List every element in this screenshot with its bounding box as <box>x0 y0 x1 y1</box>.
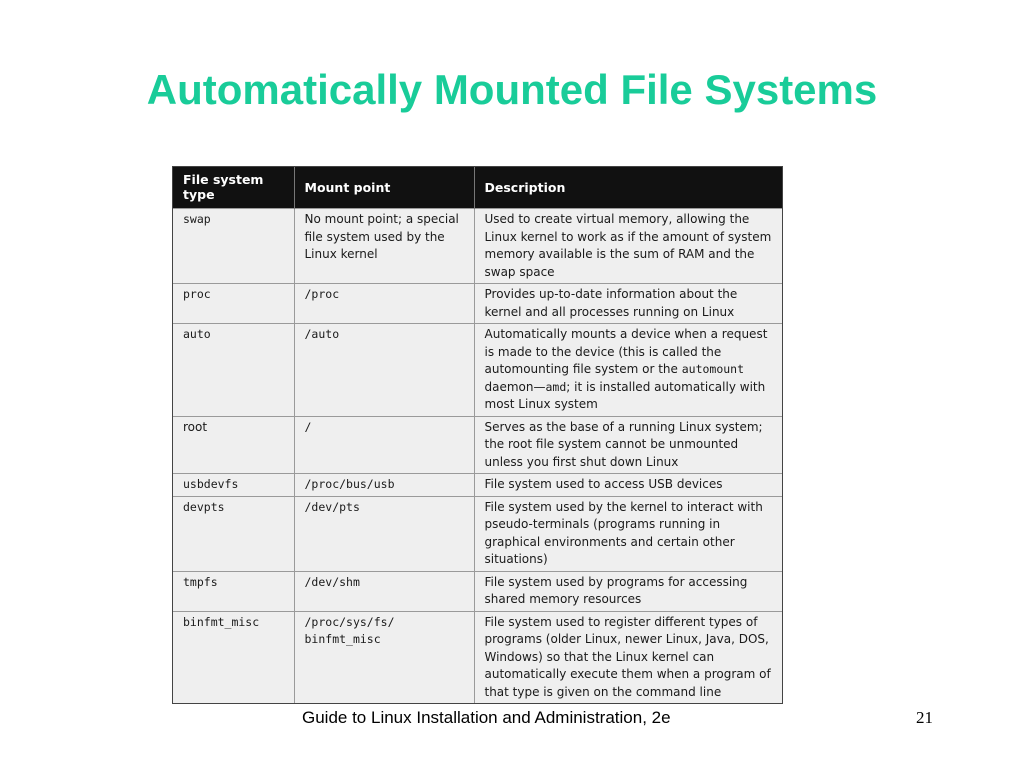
file-systems-table <box>172 166 783 704</box>
table-header-row <box>173 167 782 209</box>
desc-code: amd <box>545 379 567 394</box>
cell-mount: / <box>294 416 474 474</box>
table-row <box>173 496 782 571</box>
cell-type: devpts <box>173 496 294 571</box>
footer-text: Guide to Linux Installation and Administration, 2e <box>302 708 671 727</box>
desc-text: ; it is installed automatically with most Linux system <box>484 379 766 411</box>
cell-mount: /dev/shm <box>294 571 474 611</box>
cell-description: Provides up-to-date information about the kernel and all processes running on Linux <box>474 284 782 324</box>
cell-description: File system used to access USB devices <box>474 474 782 497</box>
cell-description: File system used by the kernel to interact with pseudo-terminals (programs running in graphical environments and certain other situations) <box>474 496 782 571</box>
cell-description: Serves as the base of a running Linux system; the root file system cannot be unmounted unless you first shut down Linux <box>474 416 782 474</box>
desc-text: daemon— <box>484 379 546 394</box>
cell-description: Used to create virtual memory, allowing the Linux kernel to work as if the amount of system memory available is the sum of RAM and the swap space <box>474 209 782 284</box>
cell-type: root <box>173 416 294 474</box>
slide-title: Automatically Mounted File Systems <box>146 66 878 113</box>
cell-mount: /dev/pts <box>294 496 474 571</box>
table-row <box>173 474 782 497</box>
table-row <box>173 416 782 474</box>
table-row <box>173 284 782 324</box>
header-file-system-type: File system type <box>173 167 294 209</box>
cell-description: File system used by programs for accessing shared memory resources <box>474 571 782 611</box>
page-number: 21 <box>916 708 933 727</box>
cell-description: File system used to register different types of programs (older Linux, newer Linux, Java, DOS, Windows) so that the Linux kernel can automatically execute them when a program of that type is given on the command line <box>474 611 782 703</box>
table-row <box>173 571 782 611</box>
header-mount-point: Mount point <box>294 167 474 209</box>
cell-mount: /proc <box>294 284 474 324</box>
table-row <box>173 611 782 703</box>
cell-mount: /proc/sys/fs/ binfmt_misc <box>294 611 474 703</box>
desc-code: automount <box>681 362 745 376</box>
desc-text: Automatically mounts a device when a request is made to the device (this is called the automounting file system or the <box>484 327 768 376</box>
table-row <box>173 324 782 417</box>
cell-type: binfmt_misc <box>173 611 294 703</box>
cell-type: auto <box>173 324 294 417</box>
cell-type: proc <box>173 284 294 324</box>
header-description: Description <box>474 167 782 209</box>
table-row <box>173 209 782 284</box>
cell-mount: /auto <box>294 324 474 417</box>
cell-description <box>474 324 782 417</box>
cell-mount: No mount point; a special file system used by the Linux kernel <box>294 209 474 284</box>
cell-type: tmpfs <box>173 571 294 611</box>
cell-type: usbdevfs <box>173 474 294 497</box>
cell-mount: /proc/bus/usb <box>294 474 474 497</box>
cell-type: swap <box>173 209 294 284</box>
